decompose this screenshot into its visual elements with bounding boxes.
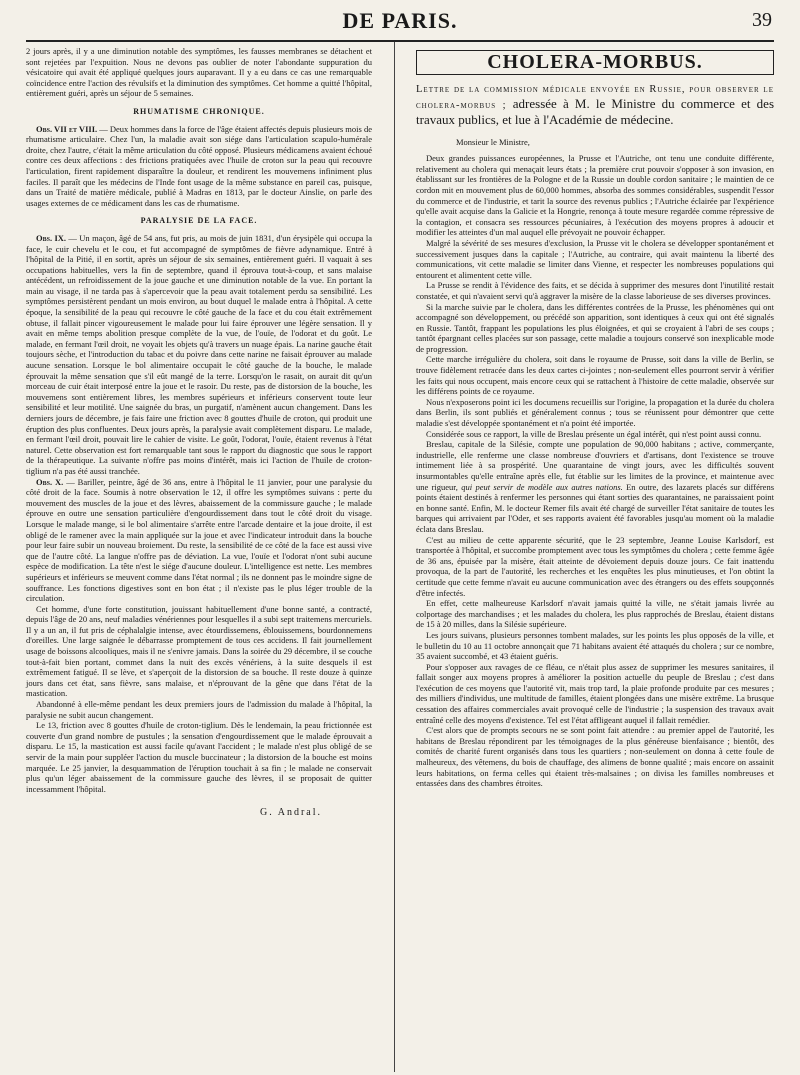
letter-heading-caps: Lettre de la commission médicale envoyée en Russie, pour observer le cholera-morbus ;: [416, 83, 774, 111]
paragraph-8-a: Breslau, capitale de la Silésie, compte une population de 90,000 habitans ; active, commerçante, industrielle, elle renferme une classe nombreuse d'ouvriers et d'artisans, dont l'existence se trouve intimement liée à sa prospérité. Une quarantaine de vingt jours, avec les difficultés souvent insurmontables qu'elle entraîne après elle, fut établie sur les limites de la province, et maintenue avec une rigueur,: [416, 439, 774, 492]
obs-9-text: — Un maçon, âgé de 54 ans, fut pris, au mois de juin 1831, d'un érysipèle qui occupa la face, le cuir chevelu et le cou, et fut accompagné de symptômes de fièvre adynamique. Entré à l'hôpital de la Pitié, il en sortit, après un séjour de six semaines, entièrement guéri. Il vaquait à ses occupations habituelles, vers la fin de septembre, quand il éprouva tout-à-coup, et sans malaise antécédent, un refroidissement de la joue gauche et une diminution notable de la vue. En portant la main au visage, il ne tarda pas à s'apercevoir que la peau avait totalement perdu sa sensibilité. Les symptômes persistèrent pendant un mois environ, au bout duquel le malade entra à l'hôpital. A cette époque, la sensibilité de la peau qui recouvre le côté gauche de la face et du cou était extrêmement obtuse, il fallait pincer vigoureusement le malade pour lui faire éprouver une légère sensation. Il y avait en même temps abolition presque complète de la vue, de l'ouïe, de l'odorat et du goût. Le malade, en fermant l'œil droit, ne voyait les objets qu'à travers un nuage épais. La narine gauche était toujours sèche, et l'introduction du tabac et du poivre dans cette narine ne faisait éprouver au malade aucune sensation. Lorsque le bol alimentaire occupait le côté gauche de la bouche, le malade éprouvait la même sensation que s'il eût mangé de la terre. Lorsqu'on le rasait, on aurait dit qu'un morceau de cuir était interposé entre la joue et le rasoir. Du reste, pas de distorsion de la bouche, les mouvemens sont entièrement libres, les membres supérieurs et inférieurs conservent toute leur sensibilité et leur motilité. Une saignée du bras, un purgatif, n'amènent aucun changement. Dans les derniers jours de décembre, je fais faire une friction avec 8 gouttes d'huile de croton, qui produit une éruption des plus confluentes. Deux jours après, la paralysie avait complètement disparu. Le malade, en fermant l'œil droit, pouvait lire le cahier de visite. Le goût, l'odorat, l'ouïe, étaient revenus à l'état naturel. Cette observation est fort remarquable tant sous le rapport du diagnostic que sous le rapport de la thérapeutique. La suivante n'offre pas moins d'intérêt, mais ici l'action de l'huile de croton-tiglium n'a pas été aussi tranchée.: [26, 232, 372, 476]
obs-10-lead: Obs. X.: [36, 476, 64, 487]
paragraph-10: En effet, cette malheureuse Karlsdorf n'avait jamais quitté la ville, ne s'était jamais livrée au colportage des marchandises ; et les malades du cholera, les plus rapprochés de Breslau, étaient distans de 15 à 20 milles, dans la Silésie supérieure.: [416, 598, 774, 630]
author-signature: G. Andral.: [260, 807, 322, 819]
homme-paragraph: Cet homme, d'une forte constitution, jouissant habituellement d'une bonne santé, a contracté, depuis l'âge de 20 ans, neuf maladies vénériennes pour lesquelles il a subi sept traitemens mercuriels. Il y a un an, il fut pris de céphalalgie intense, avec étourdissemens, éblouissemens, bourdonnemens d'oreilles. Une large saignée le débarrasse promptement de tous ces accidens. Il fait journellement usage de boissons alcooliques, mais il ne s'enivre jamais. Dans la soirée du 29 décembre, il se couche tout-à-fait bien portant, commet dans la nuit des excès vénériens, à la suite desquels il est extrêmement fatigué. Il se lève, et s'aperçoit de la distorsion de sa bouche. Il reste douze à quinze jours dans cet état, sans fièvre, sans malaise, et n'éprouvant de la gêne que dans l'état de la mastication.: [26, 603, 372, 699]
subhead-paralysie: PARALYSIE DE LA FACE.: [140, 216, 258, 226]
right-column: [416, 46, 774, 819]
intro-paragraph: 2 jours après, il y a une diminution notable des symptômes, les fausses membranes se détachent et sont rejetées par l'expuition. Nous ne devons pas oublier de noter l'abondante suppuration du vésicatoire qui avait été appliqué quelques jours auparavant. Il y a eu dans ce cas une remarquable coïncidence entre l'action des révulsifs et la diminution des symptômes. Cet homme a quitté l'hôpital, entièrement guéri, après un séjour de 5 semaines.: [26, 46, 372, 99]
obs-9-lead: Obs. IX.: [36, 232, 67, 243]
paragraph-13: C'est alors que de prompts secours ne se sont point fait attendre : au premier appel de l'autorité, les habitans de Breslau répondirent par les témoignages de la plus généreuse bienfaisance ; bientôt, des comités de charité furent organisés dans tous les quartiers ; non-seulement on donna à cette foule de malheureux, des vêtemens, du bois de chauffage, des alimens de bonne qualité ; mais encore on assainit leurs habitations, on ferma celles qui étaient très-malsaines ; on divisa les familles nombreuses et entassées dans des chambres étroites.: [416, 725, 774, 789]
paragraph-5: Cette marche irrégulière du cholera, soit dans le royaume de Prusse, soit dans la ville de Berlin, se trouve fidèlement retracée dans les deux cartes ci-jointes ; non-seulement elles pourront servir à vérifier les faits qui nous occupent, mais encore ceux qui se rattachent à l'histoire de cette maladie, observée sur les différens points de ce royaume.: [416, 354, 774, 397]
abandonne-paragraph: Abandonné à elle-même pendant les deux premiers jours de l'admission du malade à l'hôpital, la paralysie ne subit aucun changement.: [26, 699, 372, 720]
letter-heading-rest: adressée à M. le Ministre du commerce et des travaux publics, et lue à l'Académie de médecine.: [416, 95, 774, 127]
subhead-rhumatisme: RHUMATISME CHRONIQUE.: [133, 106, 265, 116]
paragraph-12: Pour s'opposer aux ravages de ce fléau, ce n'était plus assez de supprimer les mesures sanitaires, il fallait songer aux moyens propres à améliorer la position actuelle du peuple de Breslau ; c'est dans l'exécution de ces moyens que l'autorité vit, mais trop tard, la plaie profonde produite par ces mesures ; des milliers d'individus, une multitude de familles, étaient plongées dans une misère extrême. La brusque cessation des affaires commerciales avait provoqué celle de l'industrie ; la suspension des travaux avait entraîné celle des moyens d'existence. Tel est l'état affligeant auquel il fallait remédier.: [416, 661, 774, 725]
paragraph-8: [416, 439, 774, 534]
salutation: Monsieur le Ministre,: [456, 136, 530, 147]
obs-7-8-paragraph: [26, 124, 372, 209]
paragraph-6: Nous n'exposerons point ici les documens recueillis sur l'origine, la propagation et la durée du cholera dans Berlin, ils sont publiés et généralement connus ; tous se réunissent pour démontrer que cette maladie s'est développée spontanément et n'a point été importée.: [416, 396, 774, 429]
section-title: CHOLERA-MORBUS.: [416, 50, 774, 75]
page-number: 39: [752, 9, 772, 31]
paragraph-9: C'est au milieu de cette apparente sécurité, que le 23 septembre, Jeanne Louise Karlsdorf, est transportée à l'hôpital, et succombe promptement avec tous les symptômes du cholera ; cette femme âgée de 36 ans, épuisée par la misère, était atteinte de dévoiement depuis douze jours. Ce fait inattendu provoqua, de la part de l'autorité, les recherches et les enquêtes les plus minutieuses, et l'on obtint la certitude que cette femme n'avait eu aucune communication avec des étrangers ou des effets soupçonnés d'être infectés.: [416, 534, 774, 598]
left-column: [26, 46, 372, 819]
paragraph-1: Deux grandes puissances européennes, la Prusse et l'Autriche, ont tenu une conduite différente, relativement au cholera qui menaçait leurs états ; la première crut pouvoir s'opposer à son invasion, en établissant sur les frontières de la Pologne et de la Russie un double cordon sanitaire ; le maintien de ce cordon mit en mouvement plus de 60,000 hommes, absorba des sommes considérables, suspendit l'essor du commerce et de l'industrie, et tarit la source des revenus publics ; l'Autriche éclairée par l'expérience qu'elle avait acquise dans la Galicie et la Hongrie, renonça à toute mesure regardée comme répressive de la contagion, et consacra ses ressources pécuniaires, à l'exécution des moyens propres à adoucir et modifier les atteintes d'un mal auquel elle prévoyait ne pouvoir échapper.: [416, 153, 774, 238]
page-header: [26, 6, 774, 42]
le-13-paragraph: Le 13, friction avec 8 gouttes d'huile de croton-tiglium. Dès le lendemain, la peau frictionnée est couverte d'un grand nombre de pustules ; la sensation d'engourdissement que le malade éprouvait a disparu. Le 15, la mastication est aussi facile qu'avant l'accident ; le malade n'est plus obligé de se servir de la main pour suppléer l'action du muscle buccinateur ; la distorsion de la bouche est moins marquée. Le 25 janvier, la desquammation de l'éruption touchait à sa fin ; le malade ne conservait plus qu'un léger abaissement de la commissure gauche des lèvres, il se proposait de quitter incessamment l'hôpital.: [26, 720, 372, 794]
column-rule: [394, 42, 395, 1072]
obs-7-8-lead: Obs. VII et VIII.: [36, 123, 98, 134]
obs-10-text: — Bariller, peintre, âgé de 36 ans, entre à l'hôpital le 11 janvier, pour une paralysie du côté droit de la face. Soumis à notre observation le 12, il offre les symptômes suivans : perte du mouvement des muscles de la joue et des lèvres, abaissement de la commissure gauche ; le malade éprouve en outre une sensation particulière d'engourdissement dans tout le côté droit du visage. Lorsque le malade mange, si le bol alimentaire s'arrête entre l'arcade dentaire et la joue droite, il est obligé de le ramener avec la main appliquée sur la joue et avec l'indicateur introduit dans la bouche pour leur faire subir un nouveau broiement. Du reste, la sensibilité de ce côté de la face est aussi vive que de l'autre côté. La langue n'offre pas de déviation. La vue, l'ouïe et l'odorat n'ont subi aucune espèce de modification. La tête n'est le siége d'aucune douleur. L'intelligence est nette. Les membres supérieurs et inférieurs se meuvent comme dans l'état normal ; ils ne donnent pas le moindre signe de souffrance. Les fonctions digestives sont en bon état ; il n'existe pas le plus léger trouble de la circulation.: [26, 476, 372, 604]
running-title: DE PARIS.: [342, 8, 458, 33]
paragraph-4: Si la marche suivie par le cholera, dans les différentes contrées de la Prusse, les phénomènes qui ont accompagné son développement, ou précédé son apparition, sont identiques à ceux qui ont été signalés en Russie. Tantôt, frappant les populations les plus éloignées, et qui se croyaient à l'abri de ses coups ; tantôt épargnant celles placées sur son passage, cette maladie a toujours conservé son inexplicable mode de progression.: [416, 301, 774, 354]
obs-9-paragraph: [26, 233, 372, 477]
paragraph-2: Malgré la sévérité de ses mesures d'exclusion, la Prusse vit le cholera se développer spontanément et successivement jusques dans la capitale ; l'Autriche, au contraire, qui avait maintenu la liberté des communications, vit cette maladie se limiter dans Vienne, et respecter les nombreuses populations qui entourent et alimentent cette ville.: [416, 237, 774, 280]
obs-7-8-text: — Deux hommes dans la force de l'âge étaient affectés depuis plusieurs mois de rhumatisme articulaire. Chez l'un, la maladie avait son siége dans l'articulation scapulo-humérale droite, chez l'autre, c'était la même articulation du côté opposé. Plusieurs médicamens avaient échoué contre ces deux affections : des frictions pratiquées avec l'huile de croton sur la peau qui recouvre l'articulation, firent rapidement disparaître la douleur, et rendirent les mouvemens infiniment plus faciles. Il paraît que les médecins de l'Inde font usage de la même substance en pareil cas, puisque, dans un Traité de matière médicale, publié à Madras en 1813, par le docteur Ainslie, on parle des usages externes de ce médicament dans les cas de rhumatisme.: [26, 123, 372, 208]
paragraph-7: Considérée sous ce rapport, la ville de Breslau présente un égal intérêt, qui n'est point aussi connu.: [426, 428, 762, 439]
paragraph-3: La Prusse se rendit à l'évidence des faits, et se décida à supprimer des mesures dont l'inutilité restait constatée, et qui n'avaient servi qu'à aggraver la misère de la classe laborieuse de ses diverses provinces.: [416, 280, 774, 301]
paragraph-8-c: En outre, des lazarets placés sur différens points étaient destinés à renfermer les personnes qui étant sorties des quarantaines, ne paraissaient point en bonne santé. Enfin, M. le docteur Remer fils avait été chargé de surveiller l'état sanitaire de toutes les barques qui arrivaient par l'Oder, et ses rapports avaient été favorables jusqu'au moment où la maladie éclata dans Breslau.: [416, 481, 775, 534]
obs-10-paragraph: [26, 477, 372, 604]
letter-heading: [416, 83, 774, 129]
paragraph-11: Les jours suivans, plusieurs personnes tombent malades, sur les points les plus opposés de la ville, et le bulletin du 10 au 11 octobre annonçait que 71 habitans avaient été attaqués du cholera ; sur ce nombre, 35 avaient succombé, et 43 étaient guéris.: [416, 629, 774, 662]
paragraph-8-italic: qui peut servir de modèle aux autres nations.: [457, 481, 623, 492]
